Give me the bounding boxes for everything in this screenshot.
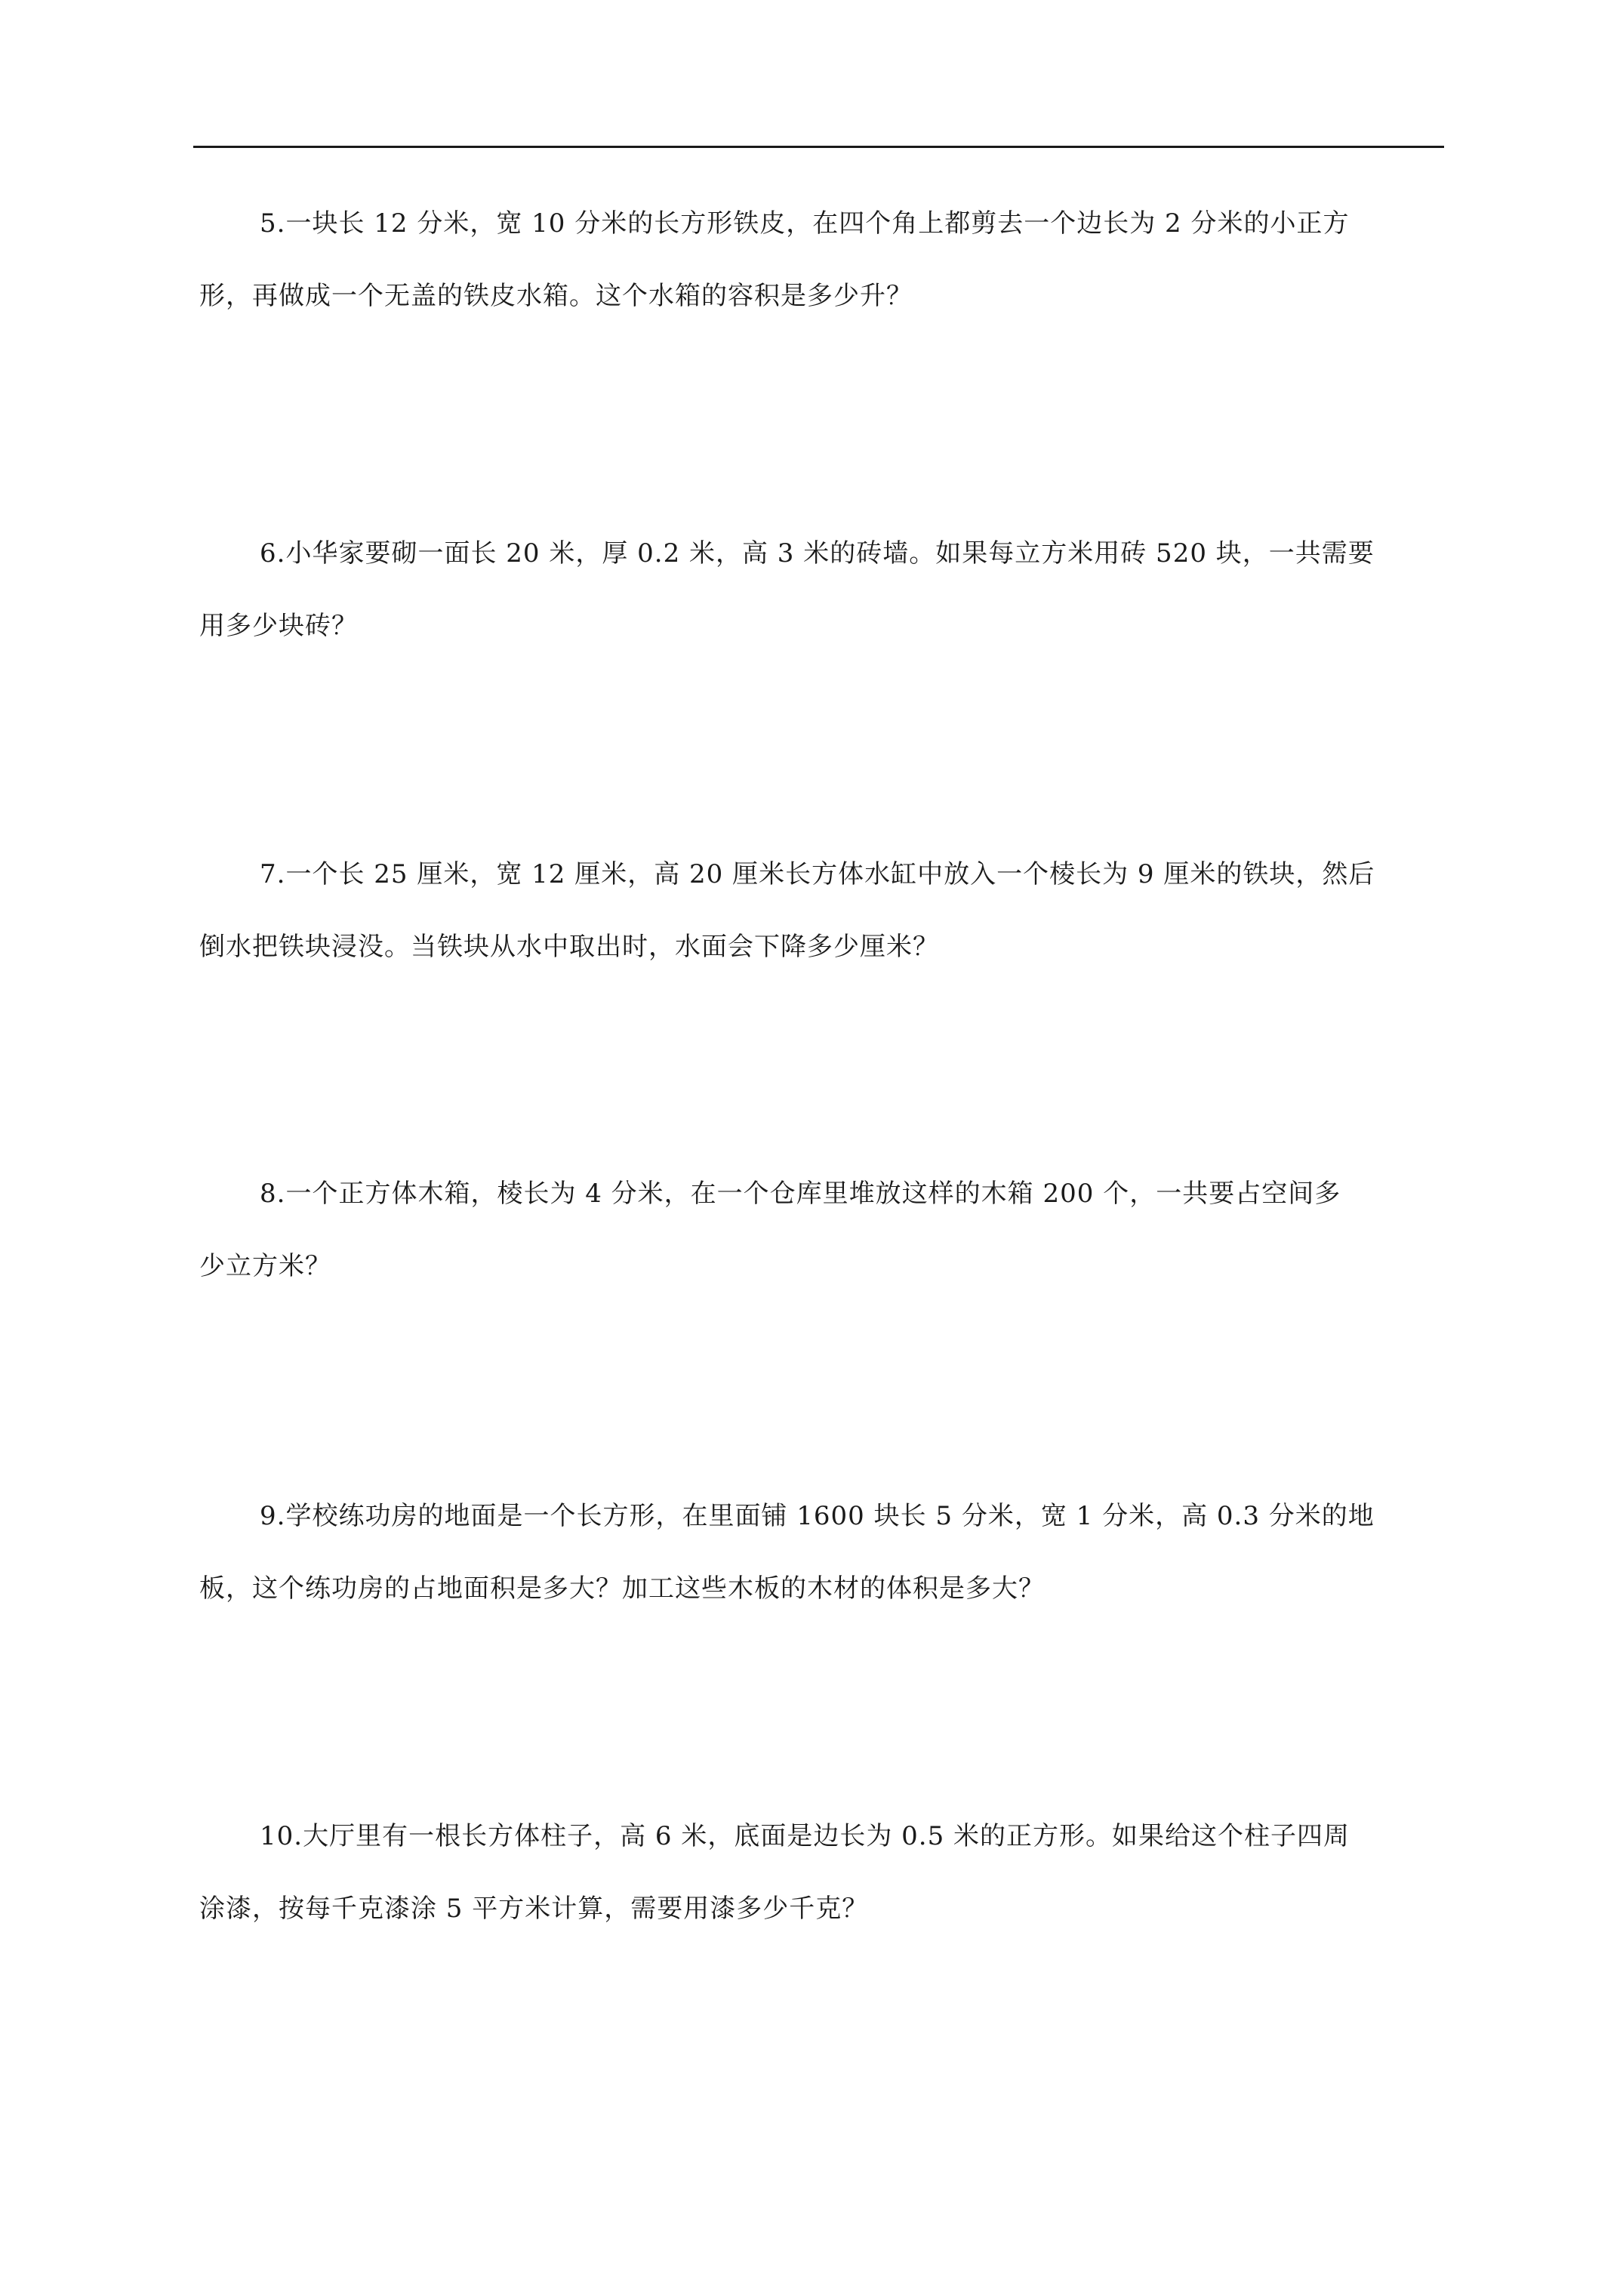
problem-8 — [199, 1157, 1437, 1302]
problem-line: 9.学校练功房的地面是一个长方形，在里面铺 1600 块长 5 分米，宽 1 分米，高 0.3 分米的地 — [260, 1501, 1375, 1531]
problem-line: 倒水把铁块浸没。当铁块从水中取出时，水面会下降多少厘米？ — [199, 932, 939, 962]
problem-line: 10.大厅里有一根长方体柱子，高 6 米，底面是边长为 0.5 米的正方形。如果给这个柱子四周 — [260, 1821, 1350, 1851]
problem-10 — [199, 1800, 1437, 1945]
problem-line: 板，这个练功房的占地面积是多大？加工这些木板的木材的体积是多大？ — [199, 1573, 1045, 1604]
problem-line: 形，再做成一个无盖的铁皮水箱。这个水箱的容积是多少升？ — [199, 281, 913, 311]
problem-line: 6.小华家要砌一面长 20 米，厚 0.2 米，高 3 米的砖墙。如果每立方米用砖 520 块，一共需要 — [260, 538, 1375, 569]
problem-6 — [199, 517, 1437, 662]
problem-line: 少立方米？ — [199, 1251, 331, 1281]
problem-5 — [199, 187, 1437, 332]
problem-7 — [199, 838, 1437, 983]
problem-line: 涂漆，按每千克漆涂 5 平方米计算，需要用漆多少千克？ — [199, 1894, 869, 1924]
problem-line: 用多少块砖？ — [199, 611, 358, 641]
header-rule — [193, 146, 1444, 148]
problem-line: 8.一个正方体木箱，棱长为 4 分米，在一个仓库里堆放这样的木箱 200 个，一共要占空间多 — [260, 1179, 1341, 1209]
problem-line: 7.一个长 25 厘米，宽 12 厘米，高 20 厘米长方体水缸中放入一个棱长为 9 厘米的铁块，然后 — [260, 859, 1375, 889]
problem-9 — [199, 1480, 1437, 1625]
problem-line: 5.一块长 12 分米，宽 10 分米的长方形铁皮，在四个角上都剪去一个边长为 2 分米的小正方 — [260, 208, 1350, 239]
